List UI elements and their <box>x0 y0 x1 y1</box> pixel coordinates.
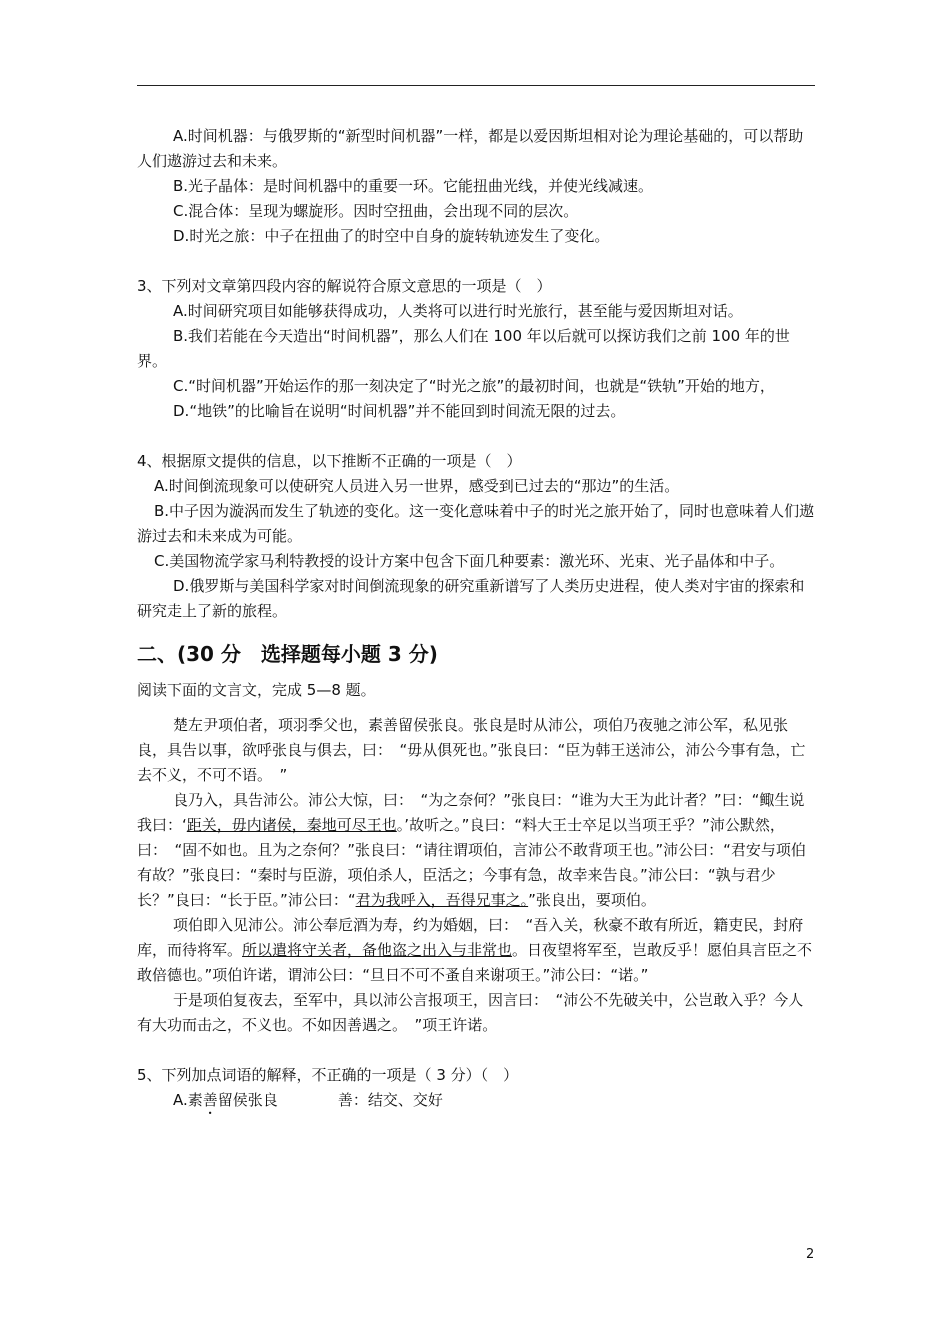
passage-text: 。日夜望将军至，岂敢反乎！愿伯具言臣之不敢倍德也。”项伯许诺，谓沛公曰：“旦日不可不蚤自来谢项王。”沛公曰：“诺。” <box>137 941 813 984</box>
option-answer: 善：结交、交好 <box>337 1091 443 1109</box>
section-heading: 二、(30 分 选择题每小题 3 分) <box>137 642 438 666</box>
q2-option-d: D.时光之旅：中子在扭曲了的时空中自身的旋转轨迹发生了变化。 <box>173 227 610 245</box>
passage-paragraph-2 <box>137 788 817 913</box>
q2-option-a: A.时间机器：与俄罗斯的“新型时间机器”一样，都是以爱因斯坦相对论为理论基础的，可以帮助人们遨游过去和未来。 <box>137 127 804 170</box>
q2-option-c: C.混合体：呈现为螺旋形。因时空扭曲，会出现不同的层次。 <box>173 202 579 220</box>
underlined-sentence: 君为我呼入，吾得兄事之。 <box>355 891 529 909</box>
option-text: 留侯张良 <box>217 1091 278 1109</box>
page-number: 2 <box>806 1247 815 1262</box>
q4-option-d: D.俄罗斯与美国科学家对时间倒流现象的研究重新谱写了人类历史进程，使人类对宇宙的探索和研究走上了新的旅程。 <box>137 577 805 620</box>
q4-stem: 4、根据原文提供的信息，以下推断不正确的一项是（ ） <box>137 452 522 470</box>
q4-option-b: B.中子因为漩涡而发生了轨迹的变化。这一变化意味着中子的时光之旅开始了，同时也意味着人们遨游过去和未来成为可能。 <box>137 502 815 545</box>
q4-option-a: A.时间倒流现象可以使研究人员进入另一世界，感受到已过去的“那边”的生活。 <box>154 477 680 495</box>
passage-text: ”张良出，要项伯。 <box>528 891 656 909</box>
passage-paragraph-3 <box>137 913 817 988</box>
passage-paragraph-4: 于是项伯复夜去，至军中，具以沛公言报项王，因言曰： “沛公不先破关中，公岂敢入乎？今人有大功而击之，不义也。不如因善遇之。 ”项王许诺。 <box>137 991 804 1034</box>
q3-option-b: B.我们若能在今天造出“时间机器”，那么人们在 100 年以后就可以探访我们之前 100 年的世界。 <box>137 327 790 370</box>
q3-stem: 3、下列对文章第四段内容的解说符合原文意思的一项是（ ） <box>137 277 552 295</box>
page-content <box>137 124 817 1118</box>
q3-option-a: A.时间研究项目如能够获得成功，人类将可以进行时光旅行，甚至能与爱因斯坦对话。 <box>173 302 743 320</box>
q3-option-d: D.“地铁”的比喻旨在说明“时间机器”并不能回到时间流无限的过去。 <box>173 402 626 420</box>
passage-text: 。’故听之。”良曰：“料大王士卒足以当项王乎？”沛公默然，曰： “固不如也。且为之奈何？”张良曰：“请往谓项伯，言沛公不敢背项王也。”沛公曰：“君安与项伯有故？”张良曰：“秦时与臣游，项伯杀人，臣活之；今事有急，故幸来告良。”沛公曰：“孰与君少长？”良曰：“长于臣。”沛公曰：“ <box>137 816 806 909</box>
option-text: A.素 <box>173 1091 203 1109</box>
q3-option-c: C.“时间机器”开始运作的那一刻决定了“时光之旅”的最初时间，也就是“铁轨”开始的地方， <box>173 377 775 395</box>
q4-option-c: C.美国物流学家马利特教授的设计方案中包含下面几种要素：激光环、光束、光子晶体和中子。 <box>154 552 785 570</box>
passage-text: 良乃入，具告沛公。沛公大惊，曰： “为之奈何？”张良曰：“谁为大王为此计者？”曰：“鲰生说我曰：‘ <box>137 791 805 834</box>
section-intro: 阅读下面的文言文，完成 5—8 题。 <box>137 681 376 699</box>
underlined-sentence: 所以遣将守关者，备他盗之出入与非常也 <box>242 941 513 959</box>
q2-option-b: B.光子晶体：是时间机器中的重要一环。它能扭曲光线，并使光线减速。 <box>173 177 654 195</box>
q5-stem: 5、下列加点词语的解释，不正确的一项是（ 3 分）（ ） <box>137 1066 519 1084</box>
q5-option-a <box>137 1088 817 1118</box>
passage-text: 项伯即入见沛公。沛公奉卮酒为寿，约为婚姻，曰： “吾入关，秋豪不敢有所近，籍吏民，封府库，而待将军。 <box>137 916 804 959</box>
underlined-sentence: 距关，毋内诸侯，秦地可尽王也 <box>186 816 397 834</box>
header-rule <box>137 85 815 86</box>
dotted-word: 善 <box>202 1091 218 1109</box>
passage-paragraph-1: 楚左尹项伯者，项羽季父也，素善留侯张良。张良是时从沛公，项伯乃夜驰之沛公军，私见张良，具告以事，欲呼张良与俱去，曰： “毋从俱死也。”张良曰：“臣为韩王送沛公，沛公今事有急，亡去不义，不可不语。 ” <box>137 716 806 784</box>
